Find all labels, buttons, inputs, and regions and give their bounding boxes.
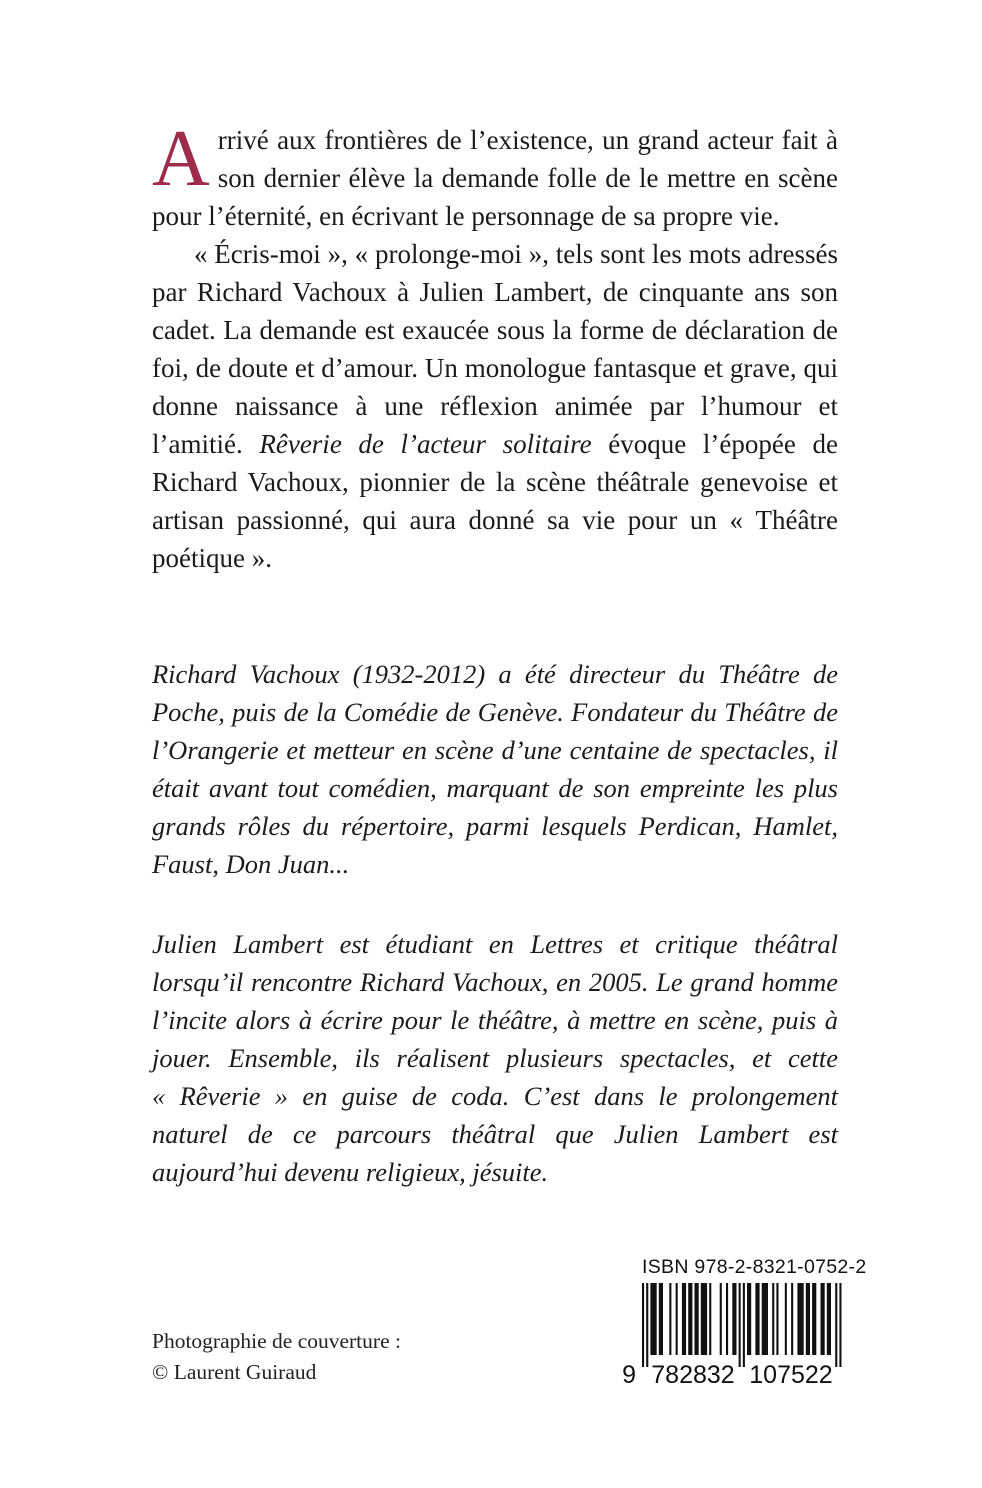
synopsis-paragraph-1-text: rrivé aux frontières de l’existence, un grand acteur fait à son dernier élève la demande folle de le mettre en scène pour l’éternité, en écrivant le personnage de sa propre vie. — [152, 125, 838, 231]
isbn-block — [612, 1256, 867, 1387]
barcode-bars — [642, 1283, 842, 1367]
ean13-barcode — [612, 1281, 844, 1387]
photo-credit-line2: © Laurent Guiraud — [152, 1360, 317, 1384]
synopsis-paragraph-1 — [152, 115, 838, 235]
photo-credit-line1: Photographie de couverture : — [152, 1329, 401, 1353]
barcode-leading-digit: 9 — [622, 1361, 636, 1387]
isbn-label: ISBN 978-2-8321-0752-2 — [642, 1256, 867, 1278]
book-title-mention: Rêverie de l’acteur solitaire — [259, 429, 592, 459]
bio-julien-lambert: Julien Lambert est étudiant en Lettres et critique théâtral lorsqu’il rencontre Richard Vachoux, en 2005. Le grand homme l’incite alors à écrire pour le théâtre, à mettre en scène, puis à jouer. Ensemble, ils réalisent plusieurs spectacles, et cette « Rêverie » en guise de coda. C’est dans le prolongement naturel de ce parcours théâtral que Julien Lambert est aujourd’hui devenu religieux, jésuite. — [152, 929, 838, 1187]
synopsis-paragraph-2-continuation: évoque l’épopée de Richard Vachoux, pionnier de la scène théâtrale genevoise et artisan passionné, qui aura donné sa vie pour un « Théâtre poétique ». — [152, 429, 838, 573]
barcode-digits-group2: 107522 — [749, 1361, 833, 1387]
drop-cap-letter: A — [152, 115, 210, 203]
photo-credit — [152, 1326, 401, 1388]
bio-richard-vachoux: Richard Vachoux (1932-2012) a été directeur du Théâtre de Poche, puis de la Comédie de Genève. Fondateur du Théâtre de l’Orangerie et metteur en scène d’une centaine de spectacles, il était avant tout comédien, marquant de son empreinte les plus grands rôles du répertoire, parmi lesquels Perdican, Hamlet, Faust, Don Juan... — [152, 659, 838, 879]
synopsis-paragraph-2-text: « Écris-moi », « prolonge-moi », tels sont les mots adressés par Richard Vachoux à Julien Lambert, de cinquante ans son cadet. La demande est exaucée sous la forme de déclaration de foi, de doute et d’amour. Un monologue fantasque et grave, qui donne naissance à une réflexion animée par l’humour et l’amitié. — [152, 239, 838, 459]
synopsis-block — [152, 115, 838, 1191]
barcode-digits-group1: 782832 — [651, 1361, 735, 1387]
synopsis-paragraph-2 — [152, 235, 838, 577]
